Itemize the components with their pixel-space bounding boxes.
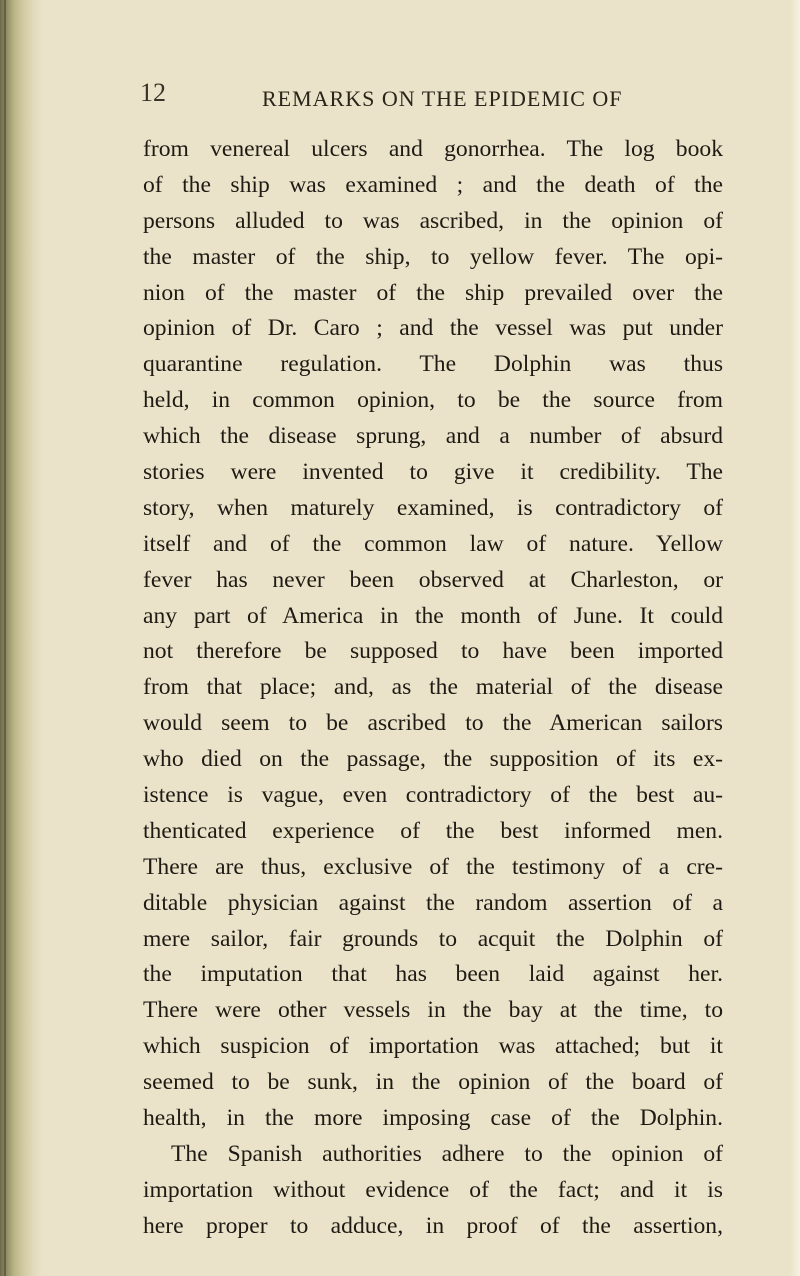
text-line: the imputation that has been laid against her. (143, 961, 723, 988)
binding-edge (4, 0, 6, 1276)
text-line: The Spanish authorities adhere to the opinion of (171, 1140, 723, 1167)
running-head: REMARKS ON THE EPIDEMIC OF (262, 86, 623, 111)
text-line: from venereal ulcers and gonorrhea. The log book (143, 136, 723, 162)
body-text (143, 132, 723, 1245)
text-line: quarantine regulation. The Dolphin was thus (143, 351, 723, 378)
text-line: There are thus, exclusive of the testimony of a cre- (143, 853, 723, 880)
text-line: There were other vessels in the bay at the time, to (143, 997, 723, 1024)
text-line: mere sailor, fair grounds to acquit the Dolphin of (143, 925, 723, 952)
text-line: istence is vague, even contradictory of the best au- (143, 782, 723, 809)
text-line: ditable physician against the random assertion of a (143, 889, 723, 916)
text-line: who died on the passage, the supposition of its ex- (143, 746, 723, 773)
page-number: 12 (140, 78, 166, 107)
page-right-edge (790, 0, 800, 1276)
text-line: health, in the more imposing case of the Dolphin. (143, 1105, 723, 1132)
text-line: here proper to adduce, in proof of the assertion, (143, 1212, 723, 1239)
text-line: itself and of the common law of nature. Yellow (143, 530, 723, 557)
text-line: not therefore be supposed to have been imported (143, 638, 723, 665)
text-line: held, in common opinion, to be the source from (143, 387, 723, 414)
page-header (140, 78, 720, 118)
text-line: would seem to be ascribed to the American sailors (143, 710, 723, 737)
text-line: thenticated experience of the best informed men. (143, 817, 723, 844)
text-line: any part of America in the month of June. It could (143, 602, 723, 629)
text-line: seemed to be sunk, in the opinion of the board of (143, 1069, 723, 1096)
text-line: stories were invented to give it credibility. The (143, 459, 723, 486)
text-line: from that place; and, as the material of the disease (143, 674, 723, 701)
text-line: which suspicion of importation was attached; but it (143, 1033, 723, 1060)
text-line: story, when maturely examined, is contradictory of (143, 494, 723, 521)
text-line: fever has never been observed at Charleston, or (143, 566, 723, 593)
text-line: of the ship was examined ; and the death of the (143, 171, 723, 198)
text-line: persons alluded to was ascribed, in the opinion of (143, 207, 723, 234)
text-line: which the disease sprung, and a number of absurd (143, 423, 723, 450)
text-line: nion of the master of the ship prevailed over the (143, 279, 723, 306)
text-line: importation without evidence of the fact; and it is (143, 1176, 723, 1203)
text-line: the master of the ship, to yellow fever. The opi- (143, 243, 723, 270)
text-line: opinion of Dr. Caro ; and the vessel was put under (143, 315, 723, 342)
binding-spine (0, 0, 42, 1276)
